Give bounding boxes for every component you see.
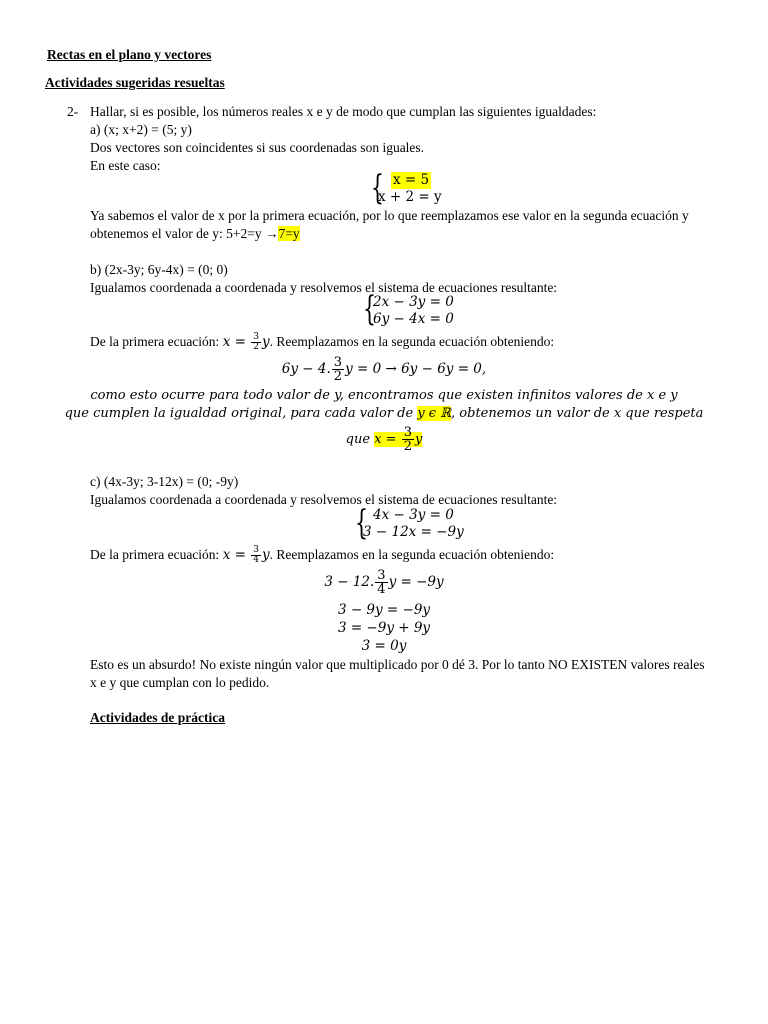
part-c-step3: 3 = −9y + 9y [337, 620, 431, 636]
system-brace: { [355, 503, 368, 543]
part-b-italic-line1: como esto ocurre para todo valor de y, encontramos que existen infinitos valores de x e y [90, 388, 678, 403]
denominator: 4 [253, 555, 259, 566]
numerator: 3 [333, 355, 343, 370]
denominator: 2 [403, 439, 412, 454]
numerator: 3 [377, 568, 386, 583]
document-title: Rectas en el plano y vectores [47, 47, 212, 62]
denominator: 2 [333, 369, 343, 384]
numerator: 3 [253, 332, 259, 343]
text: De la primera ecuación: [90, 334, 223, 349]
math: , obtenemos un valor de x que respeta [451, 406, 704, 421]
part-b-eq2: 6y − 4x = 0 [373, 311, 454, 327]
part-a-line1: Dos vectores son coincidentes si sus coordenadas son iguales. [90, 140, 425, 155]
text: De la primera ecuación: [90, 547, 223, 562]
part-c-step2: 3 − 9y = −9y [337, 602, 431, 618]
part-c-first-eq-line [90, 546, 554, 565]
part-a-expl2-text: obtenemos el valor de y: 5+2=y [90, 226, 265, 241]
numerator: 3 [403, 425, 412, 440]
part-c-eq2: 3 − 12x = −9y [363, 524, 464, 540]
text: . Reemplazamos en la segunda ecuación obteniendo: [269, 334, 555, 349]
part-c-conclusion-2: x e y que cumplan con lo pedido. [90, 675, 270, 690]
practice-heading: Actividades de práctica [90, 710, 225, 725]
fraction [332, 356, 344, 383]
math: y [414, 432, 423, 447]
part-c-step1 [0, 569, 768, 596]
math: y [261, 547, 270, 563]
part-a-label: a) (x; x+2) = (5; y) [90, 122, 192, 137]
denominator: 4 [377, 582, 386, 597]
numerator: 3 [253, 545, 259, 556]
system-brace: { [371, 168, 384, 208]
part-a-result: 7=y [278, 226, 300, 241]
math: x = [222, 334, 251, 350]
text: . Reemplazamos en la segunda ecuación obteniendo: [269, 547, 555, 562]
math: x = [374, 432, 401, 447]
math: y = −9y [388, 574, 444, 590]
denominator: 2 [253, 342, 259, 353]
part-b-italic-line2 [0, 406, 768, 421]
part-c-eq1: 4x − 3y = 0 [373, 507, 454, 523]
part-b-label: b) (2x-3y; 6y-4x) = (0; 0) [90, 262, 228, 277]
math: x = [222, 547, 251, 563]
part-c-conclusion-1: Esto es un absurdo! No existe ningún valor que multiplicado por 0 dé 3. Por lo tanto NO EXISTEN valores reales [90, 657, 705, 672]
part-c-line1: Igualamos coordenada a coordenada y resolvemos el sistema de ecuaciones resultante: [90, 492, 558, 507]
part-a-eq1: x = 5 [393, 172, 430, 188]
part-a-explanation-2 [90, 225, 300, 242]
math: y [261, 334, 270, 350]
highlight-final-relation [374, 425, 423, 454]
fraction [251, 333, 261, 352]
part-b-first-eq-line [90, 333, 554, 352]
fraction [375, 569, 387, 596]
part-b-substitution [0, 356, 768, 383]
exercise-statement: Hallar, si es posible, los números reales x e y de modo que cumplan las siguientes igualdades: [90, 104, 597, 119]
arrow-symbol: → [264, 226, 279, 241]
part-b-final-line [0, 426, 768, 453]
part-c-label: c) (4x-3y; 3-12x) = (0; -9y) [90, 474, 239, 489]
part-a-line2: En este caso: [90, 158, 161, 173]
math: 3 − 12. [324, 574, 375, 590]
part-b-line1: Igualamos coordenada a coordenada y resolvemos el sistema de ecuaciones resultante: [90, 280, 558, 295]
part-a-eq2: x + 2 = y [378, 189, 442, 205]
math: que cumplen la igualdad original, para cada valor de [64, 406, 418, 421]
part-a-explanation-1: Ya sabemos el valor de x por la primera ecuación, por lo que reemplazamos ese valor en la segunda ecuación y [90, 208, 689, 223]
highlight-y-in-reals: y ϵ ℝ [417, 406, 452, 421]
section-heading: Actividades sugeridas resueltas [45, 75, 225, 90]
system-brace: { [363, 289, 376, 329]
exercise-number: 2- [67, 104, 79, 119]
math: que [345, 432, 375, 447]
fraction [402, 426, 414, 453]
part-b-eq1: 2x − 3y = 0 [373, 294, 454, 310]
math: 6y − 4. [281, 361, 331, 377]
fraction [251, 546, 261, 565]
part-c-step4: 3 = 0y [361, 638, 407, 654]
math: y = 0 → 6y − 6y = 0, [345, 361, 487, 377]
